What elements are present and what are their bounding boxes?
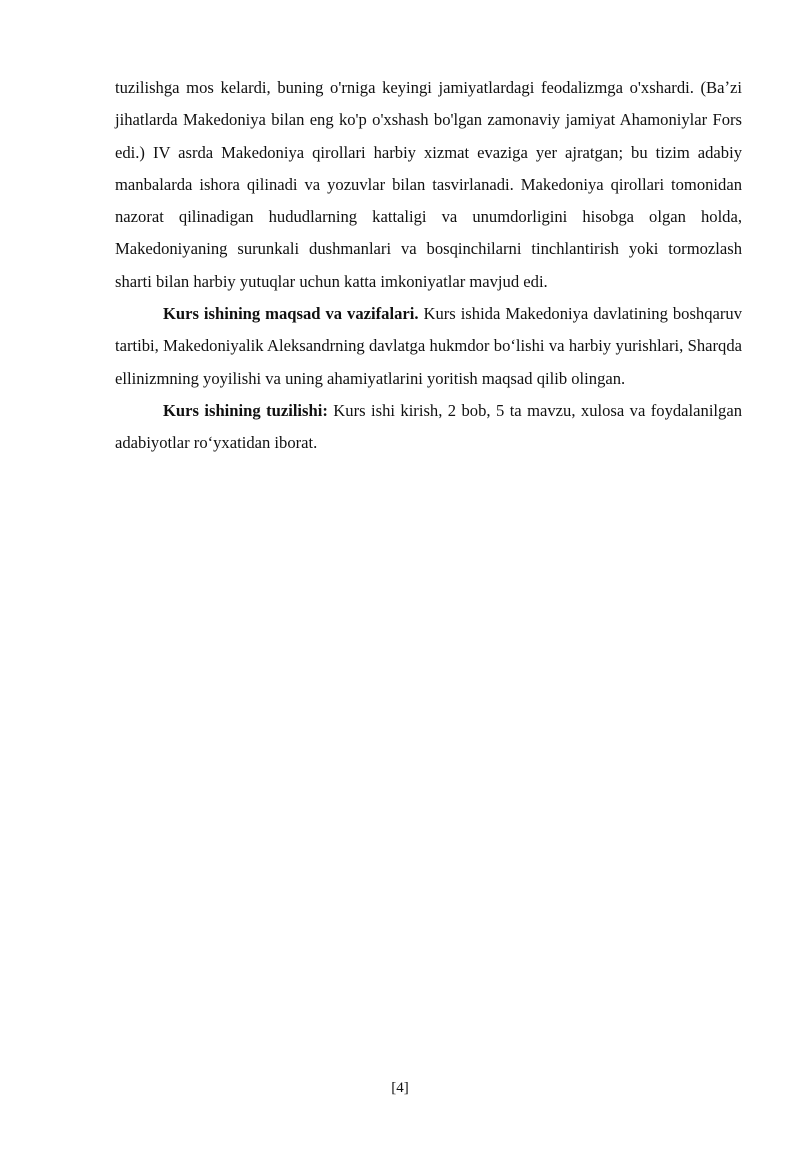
- course-goals-text: Kurs ishida Makedoniya davlatining boshqaruv tartibi, Makedoniyalik Aleksandrning davlatga hukmdor bo‘lishi va harbiy yurishlari, Sharqda ellinizmning yoyilishi va uning ahamiyatlarini yoritish maqsad qilib olingan.: [115, 304, 742, 388]
- paragraph-course-structure: [115, 395, 742, 460]
- page-number: [4]: [391, 1080, 409, 1096]
- paragraph-feudalism: tuzilishga mos kelardi, buning o'rniga keyingi jamiyatlardagi feodalizmga o'xshardi. (Baʼzi jihatlarda Makedoniya bilan eng ko'p o'xshash bo'lgan zamonaviy jamiyat Ahamoniylar Fors edi.) IV asrda Makedoniya qirollari harbiy xizmat evaziga yer ajratgan; bu tizim adabiy manbalarda ishora qilinadi va yozuvlar bilan tasvirlanadi. Makedoniya qirollari tomonidan nazorat qilinadigan hududlarning kattaligi va unumdorligini hisobga olgan holda, Makedoniyaning surunkali dushmanlari va bosqinchilarni tinchlantirish yoki tormozlash sharti bilan harbiy yutuqlar uchun katta imkoniyatlar mavjud edi.: [115, 78, 742, 291]
- course-structure-heading: Kurs ishining tuzilishi:: [163, 400, 328, 420]
- paragraph-course-goals: [115, 298, 742, 395]
- document-body: [115, 72, 742, 460]
- course-goals-heading: Kurs ishining maqsad va vazifalari.: [163, 304, 419, 324]
- course-structure-text: Kurs ishi kirish, 2 bob, 5 ta mavzu, xulosa va foydalanilgan adabiyotlar ro‘yxatidan iborat.: [115, 400, 742, 453]
